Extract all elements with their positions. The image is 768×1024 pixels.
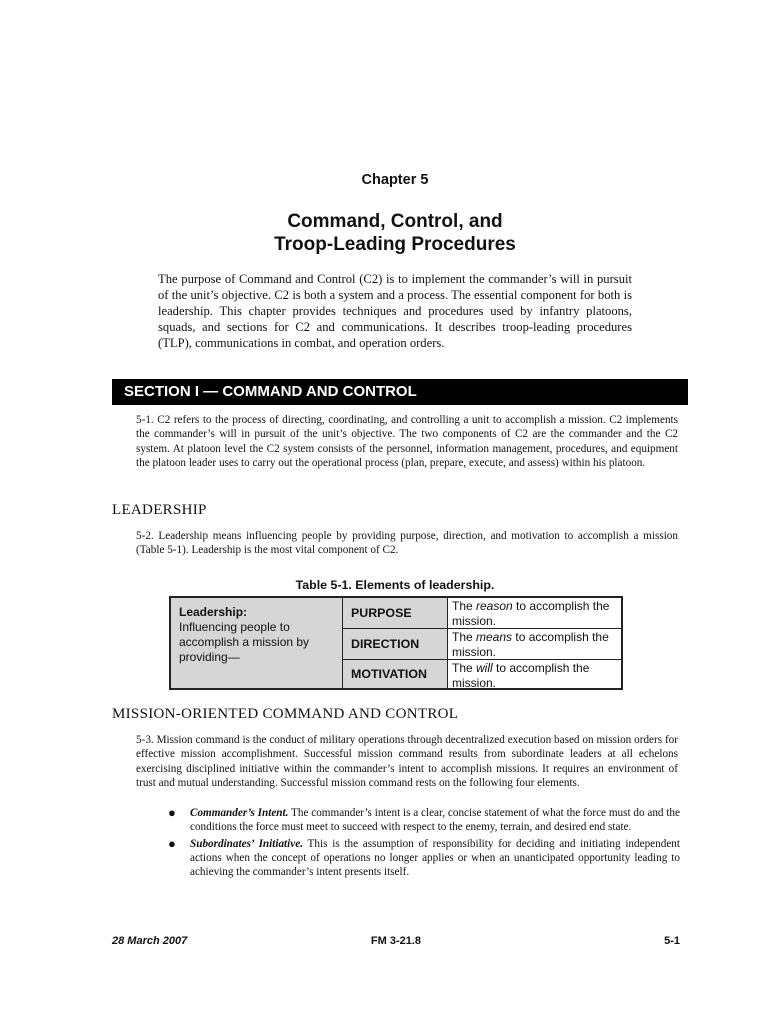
chapter-title bbox=[0, 210, 768, 256]
table-left-title: Leadership: bbox=[179, 605, 248, 619]
title-line-2: Troop-Leading Procedures bbox=[274, 234, 516, 255]
leadership-table bbox=[169, 596, 623, 690]
table-left-cell bbox=[171, 598, 343, 688]
paragraph-5-2: 5-2. Leadership means influencing people by providing purpose, direction, and motivation to accomplish a mission (Table 5-1). Leadership is the most vital component of C2. bbox=[136, 530, 678, 557]
paragraph-5-1: 5-1. C2 refers to the process of directing, coordinating, and controlling a unit to accomplish a mission. C2 implements the commander’s will in pursuit of the unit’s objective. The two components of C2 are the commander and the C2 system. At platoon level the C2 system consists of the personnel, information management, procedures, and equipment the platoon leader uses to carry out the operational process (plan, prepare, execute, and assess) within his platoon. bbox=[136, 414, 678, 469]
list-item bbox=[166, 837, 680, 880]
section-header-bar: SECTION I — COMMAND AND CONTROL bbox=[112, 379, 688, 405]
heading-mission-oriented-c2: MISSION-ORIENTED COMMAND AND CONTROL bbox=[112, 706, 459, 722]
list-item bbox=[166, 806, 680, 835]
list-item-term: Subordinates’ Initiative. bbox=[190, 837, 304, 850]
table-row bbox=[343, 629, 621, 659]
title-line-1: Command, Control, and bbox=[287, 211, 503, 232]
table-row-key: MOTIVATION bbox=[343, 660, 448, 688]
table-row-key: DIRECTION bbox=[343, 629, 448, 659]
footer-page-number: 5-1 bbox=[664, 935, 680, 947]
list-item-term: Commander’s Intent. bbox=[190, 807, 289, 819]
table-row bbox=[343, 660, 621, 688]
table-row bbox=[343, 598, 621, 628]
bullet-icon: ● bbox=[168, 805, 176, 820]
intro-paragraph: The purpose of Command and Control (C2) is to implement the commander’s will in pursuit of the unit’s objective. C2 is both a system and a process. The essential component for both is leadership. This chapter provides techniques and procedures used by infantry platoons, squads, and sections for C2 and communications. It describes troop-leading procedures (TLP), communications in combat, and operation orders. bbox=[158, 272, 632, 350]
bullet-icon: ● bbox=[168, 835, 176, 851]
list-item-text: The commander’s intent is a clear, concise statement of what the force must do and the conditions the force must meet to succeed with respect to the enemy, terrain, and desired end state. bbox=[190, 807, 680, 834]
table-row-value: The means to accomplish the mission. bbox=[452, 630, 609, 659]
chapter-label: Chapter 5 bbox=[361, 172, 429, 188]
footer-date: 28 March 2007 bbox=[112, 935, 188, 947]
heading-leadership: LEADERSHIP bbox=[112, 502, 207, 518]
table-row-key: PURPOSE bbox=[343, 598, 448, 628]
mission-command-elements-list bbox=[166, 806, 680, 881]
list-item-text: This is the assumption of responsibility for deciding and initiating independent actions when the concept of operations no longer applies or when an unanticipated opportunity leading to achieving the commander’s intent presents itself. bbox=[190, 837, 680, 879]
table-caption: Table 5-1. Elements of leadership. bbox=[295, 578, 495, 592]
footer-document-id: FM 3-21.8 bbox=[370, 935, 422, 947]
table-row-value: The reason to accomplish the mission. bbox=[452, 599, 610, 628]
paragraph-5-3: 5-3. Mission command is the conduct of military operations through decentralized execution based on mission orders for effective mission accomplishment. Successful mission command results from subordinate leaders at all echelons exercising disciplined initiative within the commander’s intent to accomplish missions. It requires an environment of trust and mutual understanding. Successful mission command rests on the following four elements. bbox=[136, 734, 678, 789]
table-left-text: Influencing people to accomplish a mission by providing— bbox=[179, 620, 310, 664]
table-row-value: The will to accomplish the mission. bbox=[452, 661, 590, 690]
